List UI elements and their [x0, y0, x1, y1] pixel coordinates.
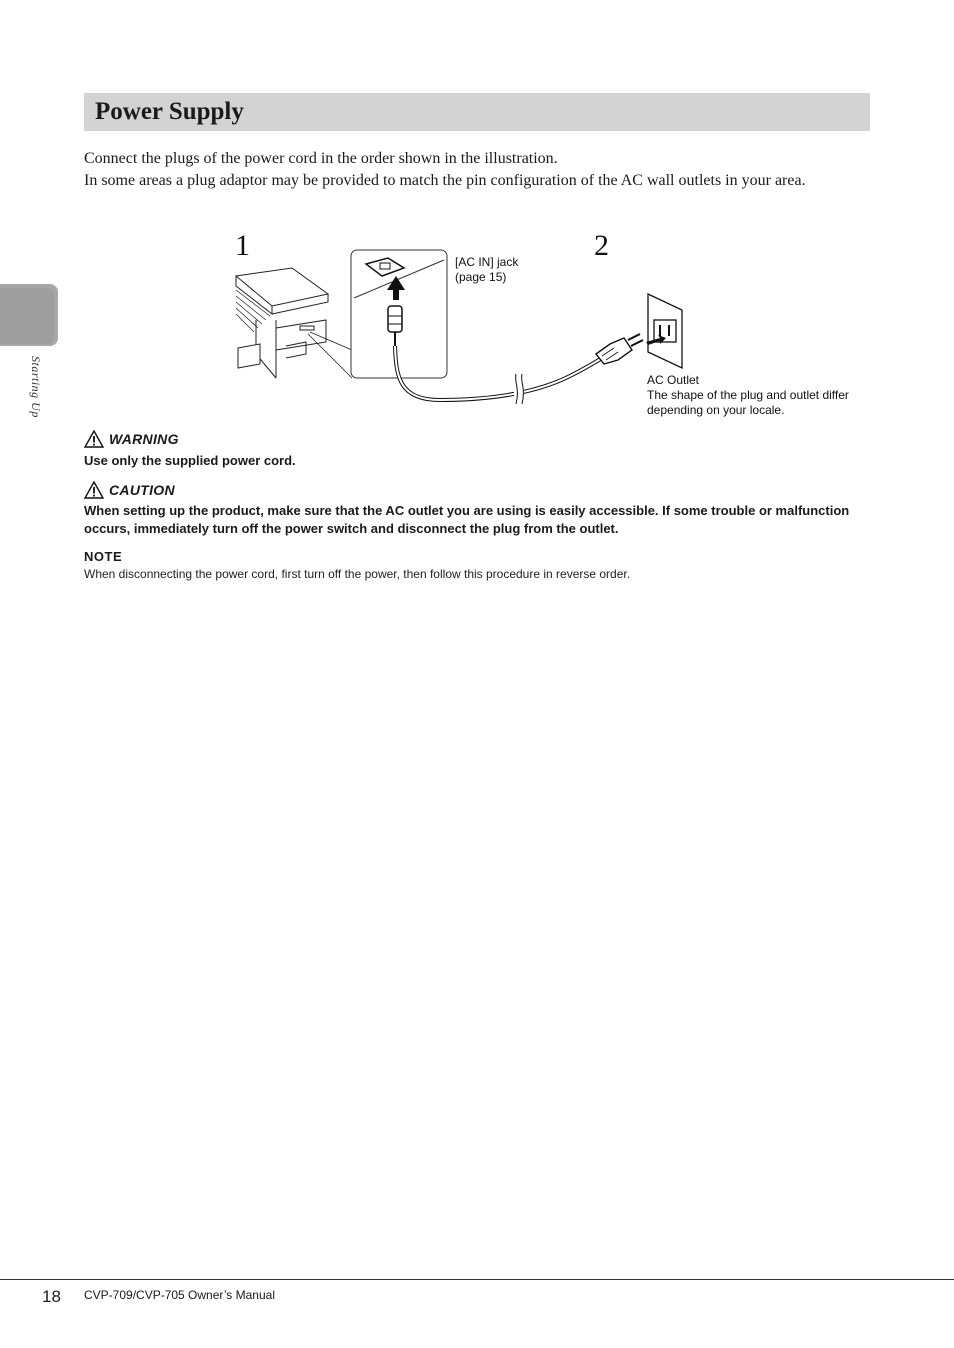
step-number-2: 2	[594, 229, 609, 262]
intro-text	[84, 148, 874, 192]
section-title: Power Supply	[95, 98, 244, 125]
footer-divider	[0, 1279, 954, 1280]
manual-title: CVP-709/CVP-705 Owner’s Manual	[84, 1288, 275, 1302]
caution-triangle-icon	[84, 481, 104, 499]
warning-triangle-icon	[84, 430, 104, 448]
warning-heading	[84, 430, 179, 448]
note-heading: NOTE	[84, 549, 123, 564]
section-header-bar	[84, 93, 870, 131]
caution-heading	[84, 481, 175, 499]
ac-in-jack-label-line-1: [AC IN] jack	[455, 255, 519, 269]
instrument-drawing	[236, 268, 352, 378]
ac-in-jack-label-line-2: (page 15)	[455, 270, 507, 284]
wall-plug	[596, 334, 643, 364]
power-connection-illustration	[230, 228, 870, 423]
intro-line-1: Connect the plugs of the power cord in the order shown in the illustration.	[84, 150, 558, 167]
note-text: When disconnecting the power cord, first turn off the power, then follow this procedure in reverse order.	[84, 567, 631, 581]
intro-line-2: In some areas a plug adaptor may be provided to match the pin configuration of the AC wall outlets in your area.	[84, 172, 806, 189]
caution-text: When setting up the product, make sure that the AC outlet you are using is easily accessible. If some trouble or malfunction occurs, immediately turn off the power switch and disconnect the plug from the outlet.	[84, 503, 850, 536]
chapter-tab-label: Starting Up	[29, 356, 43, 418]
ac-outlet-label	[647, 373, 849, 418]
ac-in-jack-label	[455, 255, 518, 285]
warning-heading-text: WARNING	[109, 431, 179, 447]
wall-outlet	[646, 294, 682, 368]
jack-closeup-callout	[351, 250, 447, 378]
step-number-1: 1	[235, 229, 250, 262]
chapter-tab	[0, 284, 58, 346]
ac-outlet-label-line-2: The shape of the plug and outlet differ	[647, 388, 849, 402]
ac-outlet-label-line-1: AC Outlet	[647, 373, 700, 387]
ac-outlet-label-line-3: depending on your locale.	[647, 403, 785, 417]
page-number: 18	[42, 1287, 61, 1306]
caution-heading-text: CAUTION	[109, 482, 175, 498]
warning-text: Use only the supplied power cord.	[84, 453, 296, 468]
